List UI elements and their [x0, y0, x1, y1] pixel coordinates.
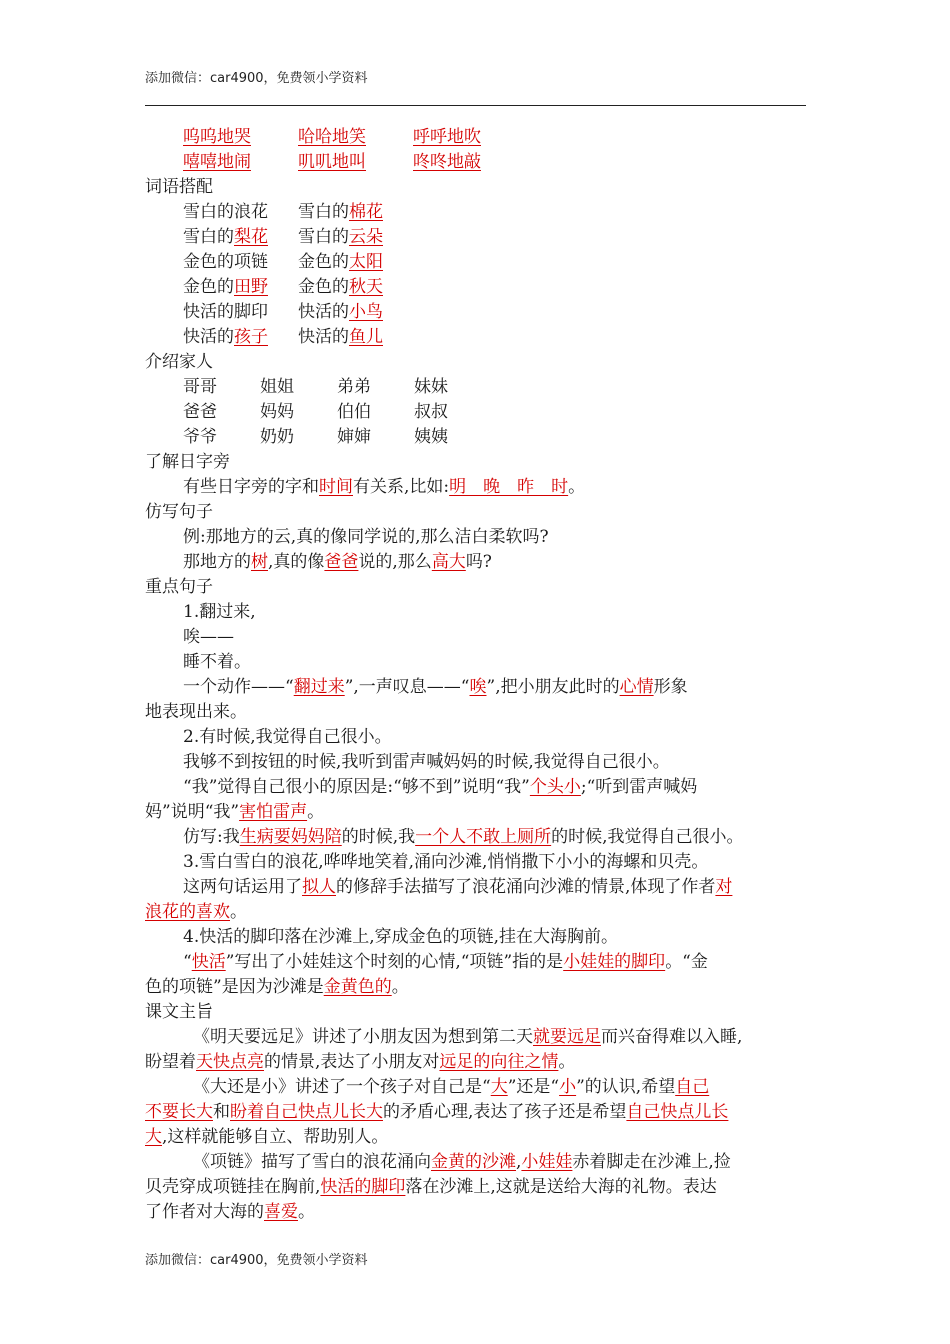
text: 这两句话运用了: [183, 877, 302, 897]
word-match-row: [145, 250, 806, 275]
answer-word: 快活: [191, 952, 226, 972]
answer-word: 孩子: [234, 327, 268, 347]
family-word: 爸爸: [183, 402, 217, 422]
answer-word: 自己快点儿长: [626, 1102, 729, 1122]
key-sentence: 3.雪白雪白的浪花,哗哗地笑着,涌向沙滩,悄悄撒下小小的海螺和贝壳。: [183, 852, 709, 872]
section-title-imitate: 仿写句子: [145, 502, 213, 522]
answer-word: 害怕雷声: [239, 802, 308, 822]
text: 。: [230, 902, 247, 922]
word-prefix: 雪白的: [183, 227, 234, 247]
text: 的矛盾心理,表达了孩子还是希望: [383, 1102, 627, 1122]
family-row: [145, 425, 806, 450]
text: 一个动作——“: [183, 677, 294, 697]
text: 。: [298, 1202, 315, 1222]
key-explanation: [145, 950, 806, 975]
theme-paragraph-cont: [145, 1175, 806, 1200]
answer-word: 梨花: [234, 227, 268, 247]
answer-word: 不要长大: [145, 1102, 213, 1122]
answer-word: 喜爱: [264, 1202, 298, 1222]
text: 《项链》描写了雪白的浪花涌向: [193, 1152, 431, 1172]
answer-word: 金黄色的: [323, 977, 392, 997]
onomatopoeia-row: [145, 125, 806, 150]
theme-paragraph-cont: [145, 1050, 806, 1075]
family-row: [145, 375, 806, 400]
text: 吗?: [465, 552, 492, 572]
family-word: 弟弟: [337, 377, 371, 397]
word-prefix: 金色的: [298, 252, 349, 272]
answer-word: 大: [145, 1127, 162, 1147]
key-sentence: 1.翻过来,: [183, 602, 256, 622]
key-explanation-cont: [145, 800, 806, 825]
text: 有些日字旁的字和: [183, 477, 319, 497]
answer-word: 生病要妈妈陪: [239, 827, 342, 847]
word-item: 快活的脚印: [183, 302, 268, 322]
text: 。: [391, 977, 409, 997]
text: 贝壳穿成项链挂在胸前,: [145, 1177, 321, 1197]
worksheet-content: [145, 125, 806, 1225]
theme-paragraph-cont: [145, 1100, 806, 1125]
answer-word: 对: [715, 877, 733, 897]
text: “: [183, 952, 192, 972]
word-match-row: [145, 325, 806, 350]
text: 和: [213, 1102, 230, 1122]
answer-word: 太阳: [349, 252, 383, 272]
text: 盼望着: [145, 1052, 196, 1072]
text: 色的项链”是因为沙滩是: [145, 977, 324, 997]
answer-word: 呼呼地吹: [413, 127, 481, 147]
text: ”还是“: [507, 1077, 560, 1097]
word-item: 雪白的浪花: [183, 202, 268, 222]
answer-word: 远足的向往之情: [439, 1052, 559, 1072]
word-prefix: 雪白的: [298, 227, 349, 247]
text: ,这样就能够自立、帮助别人。: [162, 1127, 389, 1147]
family-row: [145, 400, 806, 425]
text: ”的认识,希望: [576, 1077, 676, 1097]
family-word: 叔叔: [414, 402, 448, 422]
family-word: 姨姨: [414, 427, 448, 447]
answer-word: 浪花的喜欢: [145, 902, 230, 922]
text: 。“金: [665, 952, 708, 972]
answer-word: 田野: [234, 277, 268, 297]
word-prefix: 快活的: [183, 327, 234, 347]
answer-word: 大: [490, 1077, 508, 1097]
answer-word: 哈哈地笑: [298, 127, 366, 147]
answer-word: 咚咚地敲: [413, 152, 481, 172]
family-word: 伯伯: [337, 402, 371, 422]
answer-word: 小: [559, 1077, 577, 1097]
word-match-row: [145, 275, 806, 300]
text: 仿写:我: [183, 827, 240, 847]
answer-word: 盼着自己快点儿长大: [230, 1102, 383, 1122]
header-rule: [145, 105, 806, 106]
text: ;“听到雷声喊妈: [580, 777, 698, 797]
text: ”,把小朋友此时的: [486, 677, 620, 697]
word-prefix: 金色的: [298, 277, 349, 297]
text: 有关系,比如:: [353, 477, 450, 497]
text: 形象: [653, 677, 688, 697]
answer-word: 天快点亮: [196, 1052, 264, 1072]
page-footer: 添加微信：car4900，免费领小学资料: [145, 1253, 368, 1268]
text: 《大还是小》讲述了一个孩子对自己是“: [193, 1077, 491, 1097]
theme-paragraph-cont: [145, 1200, 806, 1225]
answer-word: 嘻嘻地闹: [183, 152, 251, 172]
text: ”,一声叹息——“: [344, 677, 470, 697]
text: 《明天要远足》讲述了小朋友因为想到第二天: [193, 1027, 533, 1047]
section-title-family: 介绍家人: [145, 352, 213, 372]
key-sentence: 2.有时候,我觉得自己很小。: [183, 727, 392, 747]
text: ”写出了小娃娃这个时刻的心情,“项链”指的是: [225, 952, 564, 972]
answer-word: 小鸟: [349, 302, 383, 322]
key-sentence: 4.快活的脚印落在沙滩上,穿成金色的项链,挂在大海胸前。: [183, 927, 619, 947]
text: 那地方的: [183, 552, 251, 572]
answer-word: 时间: [319, 477, 353, 497]
theme-paragraph-cont: [145, 1125, 806, 1150]
family-word: 妈妈: [260, 402, 294, 422]
text: “我”觉得自己很小的原因是:“够不到”说明“我”: [183, 777, 530, 797]
answer-word: 金黄的沙滩: [431, 1152, 516, 1172]
answer-word: 小娃娃的脚印: [563, 952, 666, 972]
family-word: 哥哥: [183, 377, 217, 397]
answer-word: 小娃娃: [521, 1152, 573, 1172]
text: 妈”说明“我”: [145, 802, 240, 822]
text: 说的,那么: [358, 552, 432, 572]
word-match-row: [145, 300, 806, 325]
text: 。: [307, 802, 325, 822]
word-match-row: [145, 200, 806, 225]
answer-word: 鱼儿: [349, 327, 383, 347]
page-header: 添加微信：car4900，免费领小学资料: [145, 71, 368, 86]
key-explanation-cont: 地表现出来。: [145, 702, 247, 722]
key-explanation: [145, 875, 806, 900]
text: 了作者对大海的: [145, 1202, 264, 1222]
text: ,真的像: [268, 552, 325, 572]
answer-word: 快活的脚印: [320, 1177, 406, 1197]
answer-word: 就要远足: [533, 1027, 601, 1047]
answer-word: 拟人: [302, 877, 336, 897]
radical-sentence: [145, 475, 806, 500]
text: 。: [558, 1052, 576, 1072]
answer-word: 秋天: [349, 277, 383, 297]
theme-paragraph: [145, 1025, 806, 1050]
key-explanation-cont: [145, 975, 806, 1000]
answer-word: 云朵: [349, 227, 383, 247]
family-word: 奶奶: [260, 427, 294, 447]
section-title-word-match: 词语搭配: [145, 177, 213, 197]
key-explanation-cont: [145, 900, 806, 925]
word-item: 金色的项链: [183, 252, 268, 272]
section-title-key: 重点句子: [145, 577, 213, 597]
imitate-example: 例:那地方的云,真的像同学说的,那么洁白柔软吗?: [183, 527, 549, 547]
word-match-row: [145, 225, 806, 250]
family-word: 姐姐: [260, 377, 294, 397]
word-prefix: 快活的: [298, 302, 349, 322]
answer-word: 高大: [431, 552, 466, 572]
key-sentence: 睡不着。: [183, 652, 251, 672]
key-explanation: [145, 775, 806, 800]
onomatopoeia-row: [145, 150, 806, 175]
text: 落在沙滩上,这就是送给大海的礼物。表达: [405, 1177, 717, 1197]
word-prefix: 雪白的: [298, 202, 349, 222]
answer-word: 心情: [619, 677, 654, 697]
word-prefix: 快活的: [298, 327, 349, 347]
answer-word: 自己: [675, 1077, 710, 1097]
theme-paragraph: [145, 1075, 806, 1100]
answer-word: 一个人不敢上厕所: [415, 827, 552, 847]
answer-word: 叽叽地叫: [298, 152, 366, 172]
answer-word: 棉花: [349, 202, 383, 222]
text: 赤着脚走在沙滩上,捡: [572, 1152, 731, 1172]
answer-word: 唉: [469, 677, 487, 697]
answer-word: 翻过来: [293, 677, 345, 697]
word-prefix: 金色的: [183, 277, 234, 297]
answer-word: 树: [251, 552, 268, 572]
text: 而兴奋得难以入睡,: [601, 1027, 743, 1047]
family-word: 婶婶: [337, 427, 371, 447]
theme-paragraph: [145, 1150, 806, 1175]
text: 的时候,我: [341, 827, 416, 847]
imitate-answer: [145, 550, 806, 575]
text: 的修辞手法描写了浪花涌向沙滩的情景,体现了作者: [336, 877, 716, 897]
key-explanation: [145, 675, 806, 700]
key-imitation: [145, 825, 806, 850]
section-title-theme: 课文主旨: [145, 1002, 213, 1022]
section-title-radical: 了解日字旁: [145, 452, 230, 472]
answer-word: 呜呜地哭: [183, 127, 251, 147]
family-word: 爷爷: [183, 427, 217, 447]
answer-word: 个头小: [529, 777, 581, 797]
text: 的情景,表达了小朋友对: [264, 1052, 440, 1072]
answer-word: 爸爸: [324, 552, 359, 572]
key-sentence: 我够不到按钮的时候,我听到雷声喊妈妈的时候,我觉得自己很小。: [183, 752, 670, 772]
text: 。: [568, 477, 586, 497]
text: ,: [516, 1152, 522, 1172]
answer-word: 明 晚 昨 时: [449, 477, 569, 497]
key-sentence: 唉——: [183, 627, 234, 647]
text: 的时候,我觉得自己很小。: [551, 827, 744, 847]
family-word: 妹妹: [414, 377, 448, 397]
